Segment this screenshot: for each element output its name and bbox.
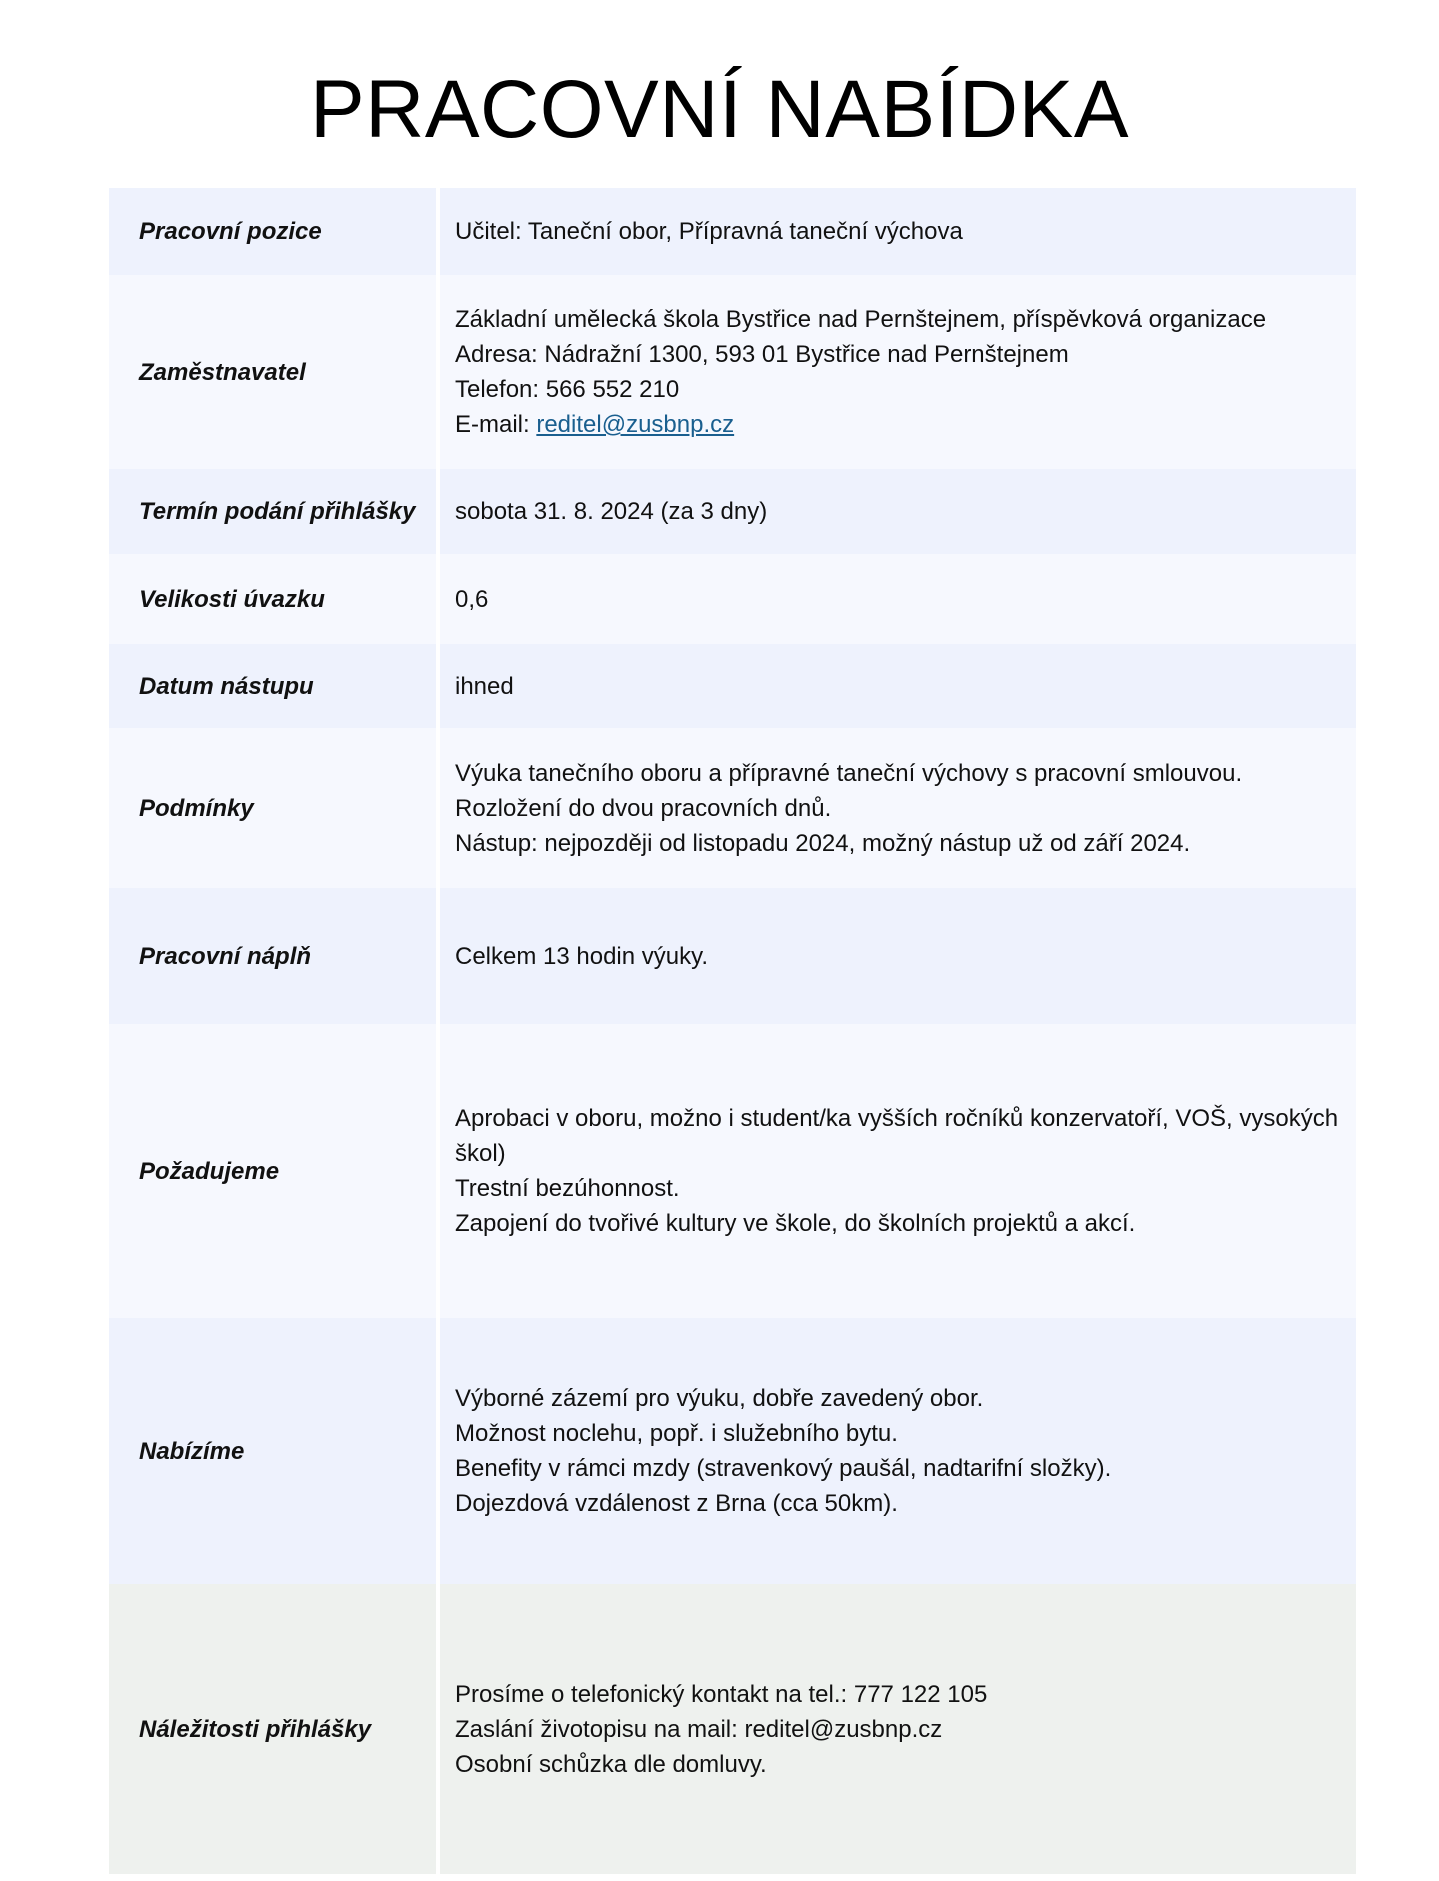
value-line: Rozložení do dvou pracovních dnů. [455,794,832,822]
row-label: Termín podání přihlášky [109,469,436,554]
row-value [440,728,1356,888]
row-label: Náležitosti přihlášky [109,1584,436,1874]
table-row-start-date [109,644,1356,728]
row-value [440,1024,1356,1318]
table-row-application-requirements [109,1584,1356,1874]
value-line: Nástup: nejpozději od listopadu 2024, možný nástup už od září 2024. [455,829,1191,857]
table-row-benefits [109,1318,1356,1584]
value-line: Základní umělecká škola Bystřice nad Pernštejnem, příspěvková organizace [455,306,1267,333]
email-line [455,407,1342,442]
page-title: PRACOVNÍ NABÍDKA [309,64,1130,155]
row-value [440,188,1356,275]
row-value [440,1584,1356,1874]
table-row-deadline [109,469,1356,554]
row-label: Podmínky [109,728,436,888]
table-row-workload [109,554,1356,644]
value-line: Dojezdová vzdálenost z Brna (cca 50km). [455,1490,898,1517]
table-row-job-description [109,888,1356,1024]
row-value [440,469,1356,554]
row-label: Nabízíme [109,1318,436,1584]
value-line: ihned [455,672,514,700]
table-row-position [109,188,1356,275]
value-line: Benefity v rámci mzdy (stravenkový paušál, nadtarifní složky). [455,1455,1112,1482]
job-offer-table [105,188,1360,1874]
email-prefix: E-mail: [455,411,537,438]
table-row-conditions [109,728,1356,888]
value-line: Adresa: Nádražní 1300, 593 01 Bystřice nad Pernštejnem [455,341,1069,368]
value-line: Osobní schůzka dle domluvy. [455,1750,767,1778]
value-line: sobota 31. 8. 2024 (za 3 dny) [455,498,768,525]
row-label: Pracovní náplň [109,888,436,1024]
row-label: Pracovní pozice [109,188,436,275]
row-label: Zaměstnavatel [109,275,436,469]
table-row-requirements [109,1024,1356,1318]
value-line: Celkem 13 hodin výuky. [455,942,709,970]
value-line: Zapojení do tvořivé kultury ve škole, do školních projektů a akcí. [455,1210,1136,1237]
row-value [440,1318,1356,1584]
value-line: Telefon: 566 552 210 [455,376,680,403]
value-line: Aprobaci v oboru, možno i student/ka vyšších ročníků konzervatoří, VOŠ, vysokých škol) [455,1105,1339,1167]
value-line: Možnost noclehu, popř. i služebního bytu. [455,1420,898,1447]
value-line: Prosíme o telefonický kontakt na tel.: 777 122 105 [455,1680,988,1708]
row-value [440,554,1356,644]
value-line: Zaslání životopisu na mail: reditel@zusbnp.cz [455,1715,943,1743]
table-row-employer [109,275,1356,469]
email-link[interactable]: reditel@zusbnp.cz [536,411,735,438]
value-line: Učitel: Taneční obor, Přípravná taneční výchova [455,218,963,245]
row-value [440,275,1356,469]
row-value [440,888,1356,1024]
row-label: Požadujeme [109,1024,436,1318]
row-label: Velikosti úvazku [109,554,436,644]
value-line: 0,6 [455,585,489,613]
value-line: Trestní bezúhonnost. [455,1175,680,1202]
value-line: Výuka tanečního oboru a přípravné taneční výchovy s pracovní smlouvou. [455,759,1243,787]
value-line: Výborné zázemí pro výuku, dobře zavedený obor. [455,1385,984,1412]
row-label: Datum nástupu [109,644,436,728]
row-value [440,644,1356,728]
